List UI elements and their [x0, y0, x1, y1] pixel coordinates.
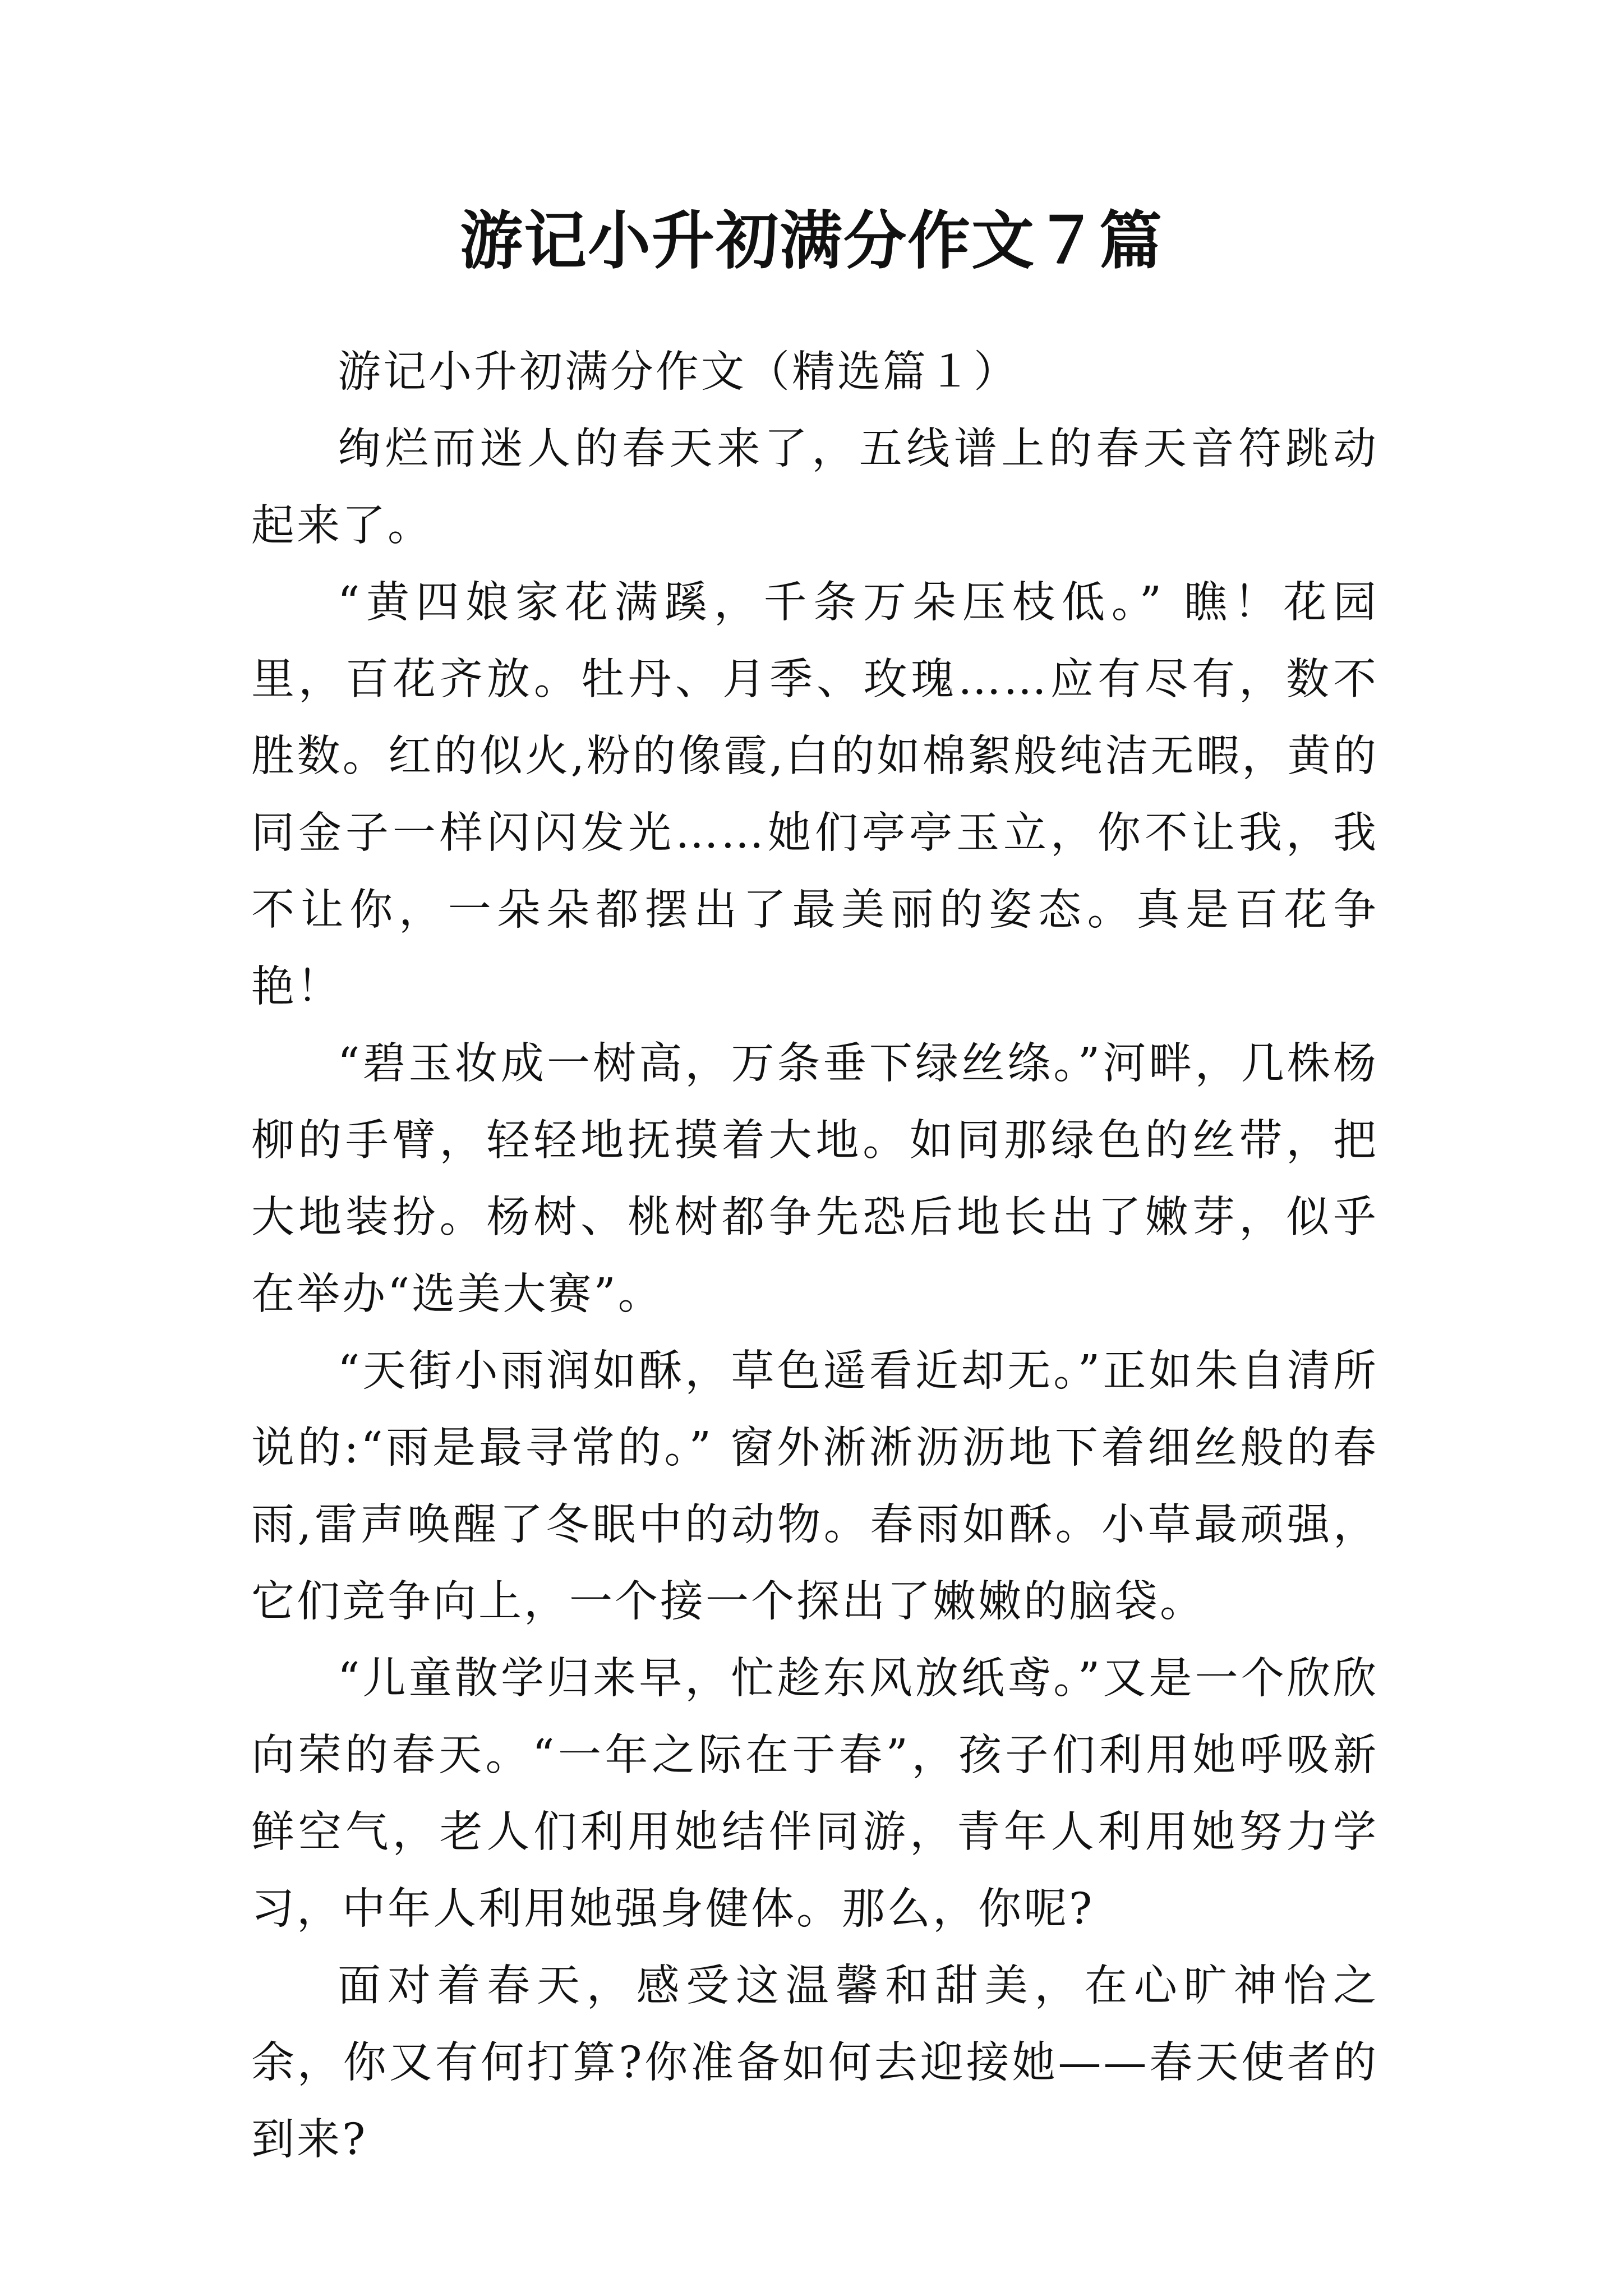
document-body: [251, 334, 1378, 2178]
paragraph: “碧玉妆成一树高，万条垂下绿丝绦。”河畔，几株杨柳的手臂，轻轻地抚摸着大地。如同那绿色的丝带，把大地装扮。杨树、桃树都争先恐后地长出了嫩芽，似乎在举办“选美大赛”。: [251, 1039, 1378, 1319]
paragraph: “天街小雨润如酥，草色遥看近却无。”正如朱自清所说的:“雨是最寻常的。” 窗外淅淅沥沥地下着细丝般的春雨,雷声唤醒了冬眠中的动物。春雨如酥。小草最顽强，它们竞争向上，一个接一个探出了嫩嫩的脑袋。: [251, 1346, 1378, 1627]
paragraph: “黄四娘家花满蹊，千条万朵压枝低。” 瞧！花园里，百花齐放。牡丹、月季、玫瑰……应有尽有，数不胜数。红的似火,粉的像霞,白的如棉絮般纯洁无暇，黄的同金子一样闪闪发光……她们亭亭玉立，你不让我，我不让你，一朵朵都摆出了最美丽的姿态。真是百花争艳！: [251, 578, 1378, 1012]
paragraph: 绚烂而迷人的春天来了，五线谱上的春天音符跳动起来了。: [251, 424, 1378, 551]
section-heading: 游记小升初满分作文（精选篇１）: [338, 347, 1019, 397]
paragraph: 面对着春天，感受这温馨和甜美，在心旷神怡之余，你又有何打算?你准备如何去迎接她——春天使者的到来?: [251, 1961, 1378, 2165]
paragraph: “儿童散学归来早，忙趁东风放纸鸢。”又是一个欣欣向荣的春天。“一年之际在于春”，孩子们利用她呼吸新鲜空气，老人们利用她结伴同游，青年人利用她努力学习，中年人利用她强身健体。那么，你呢?: [251, 1654, 1378, 1934]
document-title: 游记小升初满分作文７篇: [460, 204, 1163, 278]
